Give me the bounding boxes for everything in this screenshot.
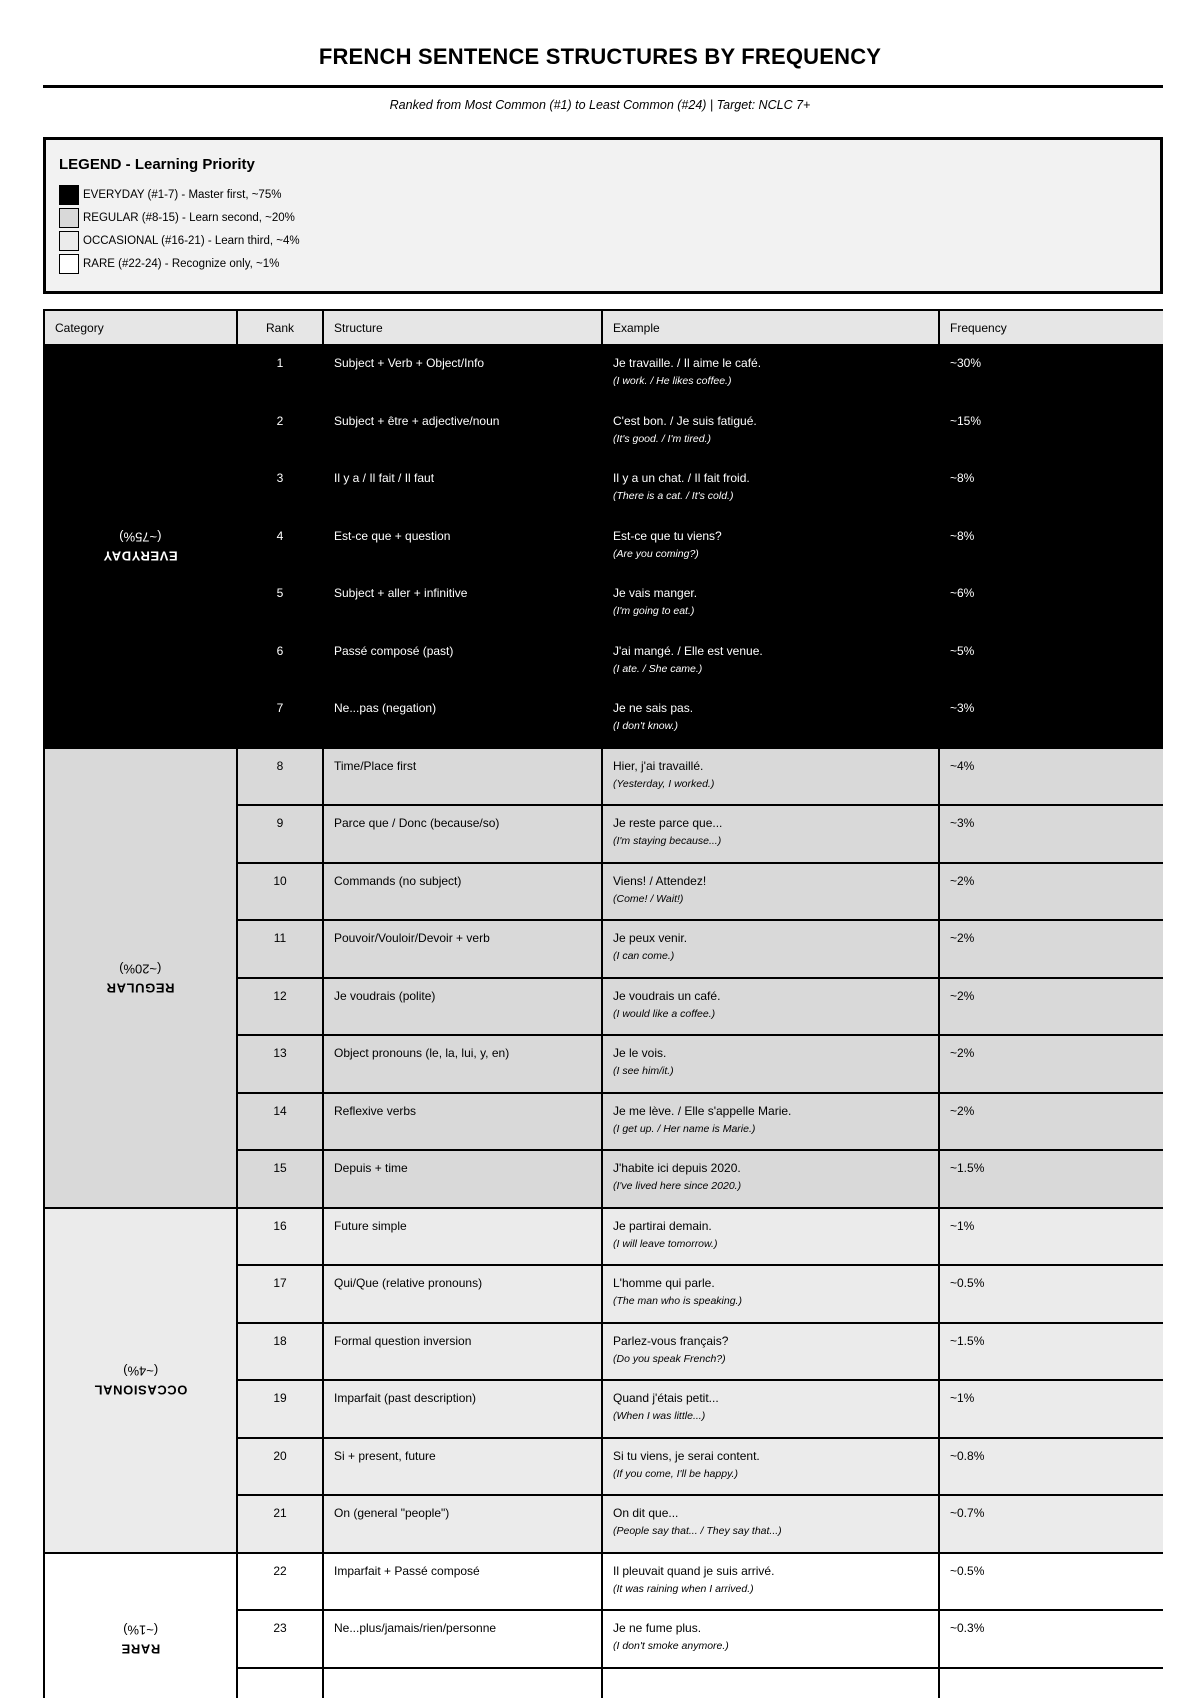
rank-cell: 9 [237, 805, 323, 863]
rank-cell: 22 [237, 1553, 323, 1611]
rank-cell: 15 [237, 1150, 323, 1208]
example-cell [602, 575, 939, 633]
frequency-cell: ~8% [939, 518, 1163, 576]
column-header-rank: Rank [237, 310, 323, 345]
example-cell [602, 690, 939, 748]
example-cell [602, 748, 939, 806]
example-cell [602, 1380, 939, 1438]
category-cell-rare [44, 1553, 237, 1698]
example-cell [602, 1553, 939, 1611]
table-row [44, 345, 1163, 403]
structure-cell: Imparfait (past description) [323, 1380, 602, 1438]
frequency-cell: ~3% [939, 805, 1163, 863]
example-cell [602, 345, 939, 403]
table-body [44, 345, 1163, 1698]
example-cell [602, 1035, 939, 1093]
category-name: RARE [120, 1641, 161, 1657]
frequency-cell: ~0.3% [939, 1610, 1163, 1668]
example-cell [602, 805, 939, 863]
page-subtitle: Ranked from Most Common (#1) to Least Common (#24) | Target: NCLC 7+ [389, 98, 811, 112]
category-name: OCCASIONAL [93, 1382, 188, 1398]
example-cell [602, 460, 939, 518]
frequency-cell: ~1% [939, 1380, 1163, 1438]
category-cell-regular [44, 748, 237, 1208]
example-cell [602, 978, 939, 1036]
column-header-frequency: Frequency [939, 310, 1163, 345]
structure-cell: Il y a / Il fait / Il faut [323, 460, 602, 518]
example-cell [602, 633, 939, 691]
structure-cell: Est-ce que + question [323, 518, 602, 576]
frequency-cell: ~4% [939, 748, 1163, 806]
structure-cell: Subject + être + adjective/noun [323, 403, 602, 461]
structure-cell: Pouvoir/Vouloir/Devoir + verb [323, 920, 602, 978]
frequency-cell: ~2% [939, 978, 1163, 1036]
example-text: Je peux venir. [613, 931, 688, 945]
example-cell [602, 403, 939, 461]
category-percent: (~75%) [119, 530, 162, 546]
example-translation: (When I was little...) [613, 1410, 706, 1422]
example-text: Je le vois. [613, 1046, 667, 1060]
rank-cell: 4 [237, 518, 323, 576]
table-row [44, 1553, 1163, 1611]
rank-cell: 12 [237, 978, 323, 1036]
table-row [44, 1208, 1163, 1266]
category-cell-occasional [44, 1208, 237, 1553]
example-translation: (I ate. / She came.) [613, 662, 703, 675]
structure-cell: Qui/Que (relative pronouns) [323, 1265, 602, 1323]
example-translation: (I've lived here since 2020.) [613, 1180, 742, 1192]
example-translation: (I don't know.) [613, 720, 679, 732]
rank-cell: 20 [237, 1438, 323, 1496]
frequency-cell: ~0.5% [939, 1265, 1163, 1323]
example-text: Parlez-vous français? [613, 1333, 729, 1348]
category-percent: (~4%) [122, 1364, 159, 1379]
example-cell [602, 1610, 939, 1668]
frequency-cell: ~8% [939, 460, 1163, 518]
example-text: Je vais manger. [613, 586, 698, 600]
rank-cell: 7 [237, 690, 323, 748]
example-text: Je travaille. / Il aime le café. [613, 356, 762, 370]
rank-cell: 13 [237, 1035, 323, 1093]
rank-cell: 10 [237, 863, 323, 921]
example-cell [602, 1495, 939, 1553]
structure-cell: Time/Place first [323, 748, 602, 806]
rank-cell: 2 [237, 403, 323, 461]
empty-cell [237, 1668, 323, 1698]
example-text: J'habite ici depuis 2020. [613, 1161, 741, 1175]
example-cell [602, 1265, 939, 1323]
legend-swatch-occasional [59, 231, 79, 251]
rank-cell: 21 [237, 1495, 323, 1553]
empty-cell [939, 1668, 1163, 1698]
frequency-cell: ~6% [939, 575, 1163, 633]
example-text: Je partirai demain. [613, 1218, 712, 1233]
legend-swatch-regular [59, 208, 79, 228]
example-translation: (Come! / Wait!) [613, 892, 684, 905]
structure-cell: Commands (no subject) [323, 863, 602, 921]
rank-cell: 16 [237, 1208, 323, 1266]
example-text: Il y a un chat. / Il fait froid. [613, 471, 750, 485]
example-text: Je voudrais un café. [613, 988, 721, 1003]
structure-cell: Parce que / Donc (because/so) [323, 805, 602, 863]
category-label [121, 1620, 160, 1658]
rank-cell: 11 [237, 920, 323, 978]
column-header-structure: Structure [323, 310, 602, 345]
legend-swatch-everyday [59, 185, 79, 205]
frequency-cell: ~2% [939, 1035, 1163, 1093]
example-translation: (If you come, I'll be happy.) [613, 1467, 738, 1480]
legend-swatch-rare [59, 254, 79, 274]
frequency-cell: ~5% [939, 633, 1163, 691]
frequency-cell: ~30% [939, 345, 1163, 403]
structure-cell: Si + present, future [323, 1438, 602, 1496]
rank-cell: 23 [237, 1610, 323, 1668]
example-text: Il pleuvait quand je suis arrivé. [613, 1563, 775, 1578]
legend-title: LEGEND - Learning Priority [59, 156, 255, 173]
frequency-cell: ~1.5% [939, 1150, 1163, 1208]
example-translation: (Are you coming?) [613, 547, 699, 560]
frequency-cell: ~2% [939, 863, 1163, 921]
example-translation: (People say that... / They say that...) [613, 1525, 782, 1537]
example-translation: (I get up. / Her name is Marie.) [613, 1122, 756, 1135]
structure-cell: Passé composé (past) [323, 633, 602, 691]
frequency-table-container [43, 309, 1163, 1698]
example-translation: (It's good. / I'm tired.) [613, 432, 711, 445]
category-cell-everyday [44, 345, 237, 748]
legend-label: REGULAR (#8-15) - Learn second, ~20% [83, 212, 295, 224]
example-text: L'homme qui parle. [613, 1276, 715, 1290]
structure-cell: Subject + aller + infinitive [323, 575, 602, 633]
example-translation: (Yesterday, I worked.) [613, 777, 715, 790]
frequency-cell: ~0.7% [939, 1495, 1163, 1553]
example-text: Si tu viens, je serai content. [613, 1448, 760, 1463]
example-text: Je ne fume plus. [613, 1621, 702, 1635]
example-cell [602, 863, 939, 921]
page-title: FRENCH SENTENCE STRUCTURES BY FREQUENCY [318, 44, 882, 69]
structure-cell: Future simple [323, 1208, 602, 1266]
example-text: Je me lève. / Elle s'appelle Marie. [613, 1103, 792, 1118]
example-translation: (The man who is speaking.) [613, 1295, 742, 1307]
rank-cell: 1 [237, 345, 323, 403]
example-translation: (Do you speak French?) [613, 1352, 726, 1365]
example-cell [602, 1323, 939, 1381]
category-percent: (~1%) [122, 1622, 159, 1638]
example-text: Viens! / Attendez! [613, 873, 707, 888]
example-cell [602, 1093, 939, 1151]
category-name: EVERYDAY [103, 549, 178, 565]
structure-cell: Ne...plus/jamais/rien/personne [323, 1610, 602, 1668]
frequency-cell: ~1.5% [939, 1323, 1163, 1381]
frequency-cell: ~0.5% [939, 1553, 1163, 1611]
example-cell [602, 1208, 939, 1266]
structure-cell: Je voudrais (polite) [323, 978, 602, 1036]
table-header-row [44, 310, 1163, 345]
example-translation: (I don't smoke anymore.) [613, 1640, 729, 1652]
example-translation: (I can come.) [613, 950, 675, 962]
frequency-cell: ~0.8% [939, 1438, 1163, 1496]
rank-cell: 17 [237, 1265, 323, 1323]
legend-label: EVERYDAY (#1-7) - Master first, ~75% [83, 189, 282, 201]
frequency-table [43, 309, 1163, 1698]
example-text: Je ne sais pas. [613, 701, 694, 715]
structure-cell: Reflexive verbs [323, 1093, 602, 1151]
rank-cell: 8 [237, 748, 323, 806]
legend-label: OCCASIONAL (#16-21) - Learn third, ~4% [83, 235, 300, 247]
structure-cell: Ne...pas (negation) [323, 690, 602, 748]
example-translation: (I'm staying because...) [613, 835, 722, 847]
example-translation: (There is a cat. / It's cold.) [613, 490, 734, 502]
rank-cell: 6 [237, 633, 323, 691]
example-cell [602, 1438, 939, 1496]
legend-item-occasional [59, 230, 300, 252]
structure-cell: Formal question inversion [323, 1323, 602, 1381]
example-text: C'est bon. / Je suis fatigué. [613, 413, 757, 428]
rank-cell: 18 [237, 1323, 323, 1381]
frequency-cell: ~1% [939, 1208, 1163, 1266]
example-text: Hier, j'ai travaillé. [613, 758, 704, 773]
legend-box [43, 137, 1163, 294]
example-translation: (It was raining when I arrived.) [613, 1582, 754, 1595]
example-text: Quand j'étais petit... [613, 1391, 719, 1405]
example-text: On dit que... [613, 1506, 679, 1520]
category-label [94, 1361, 187, 1399]
legend-item-rare [59, 253, 279, 275]
frequency-cell: ~15% [939, 403, 1163, 461]
frequency-cell: ~2% [939, 920, 1163, 978]
frequency-cell: ~2% [939, 1093, 1163, 1151]
example-translation: (I would like a coffee.) [613, 1007, 716, 1020]
structure-cell: Subject + Verb + Object/Info [323, 345, 602, 403]
legend-item-regular [59, 207, 295, 229]
example-translation: (I will leave tomorrow.) [613, 1237, 718, 1250]
rank-cell: 5 [237, 575, 323, 633]
structure-cell: Imparfait + Passé composé [323, 1553, 602, 1611]
structure-cell: Object pronouns (le, la, lui, y, en) [323, 1035, 602, 1093]
rank-cell: 19 [237, 1380, 323, 1438]
rank-cell: 14 [237, 1093, 323, 1151]
example-cell [602, 1150, 939, 1208]
legend-item-everyday [59, 184, 281, 206]
category-percent: (~20%) [119, 961, 162, 977]
example-cell [602, 518, 939, 576]
category-name: REGULAR [106, 980, 175, 996]
empty-cell [323, 1668, 602, 1698]
category-label [103, 527, 178, 565]
category-label [106, 959, 174, 997]
title-rule [43, 85, 1163, 88]
example-translation: (I see him/it.) [613, 1065, 674, 1077]
legend-label: RARE (#22-24) - Recognize only, ~1% [83, 258, 280, 270]
rank-cell: 3 [237, 460, 323, 518]
example-text: Je reste parce que... [613, 816, 723, 830]
empty-cell [602, 1668, 939, 1698]
structure-cell: Depuis + time [323, 1150, 602, 1208]
example-translation: (I'm going to eat.) [613, 605, 695, 617]
structure-cell: On (general "people") [323, 1495, 602, 1553]
example-translation: (I work. / He likes coffee.) [613, 375, 732, 387]
example-text: J'ai mangé. / Elle est venue. [613, 643, 763, 658]
example-text: Est-ce que tu viens? [613, 528, 722, 543]
table-row [44, 748, 1163, 806]
column-header-example: Example [602, 310, 939, 345]
example-cell [602, 920, 939, 978]
frequency-cell: ~3% [939, 690, 1163, 748]
column-header-category: Category [44, 310, 237, 345]
